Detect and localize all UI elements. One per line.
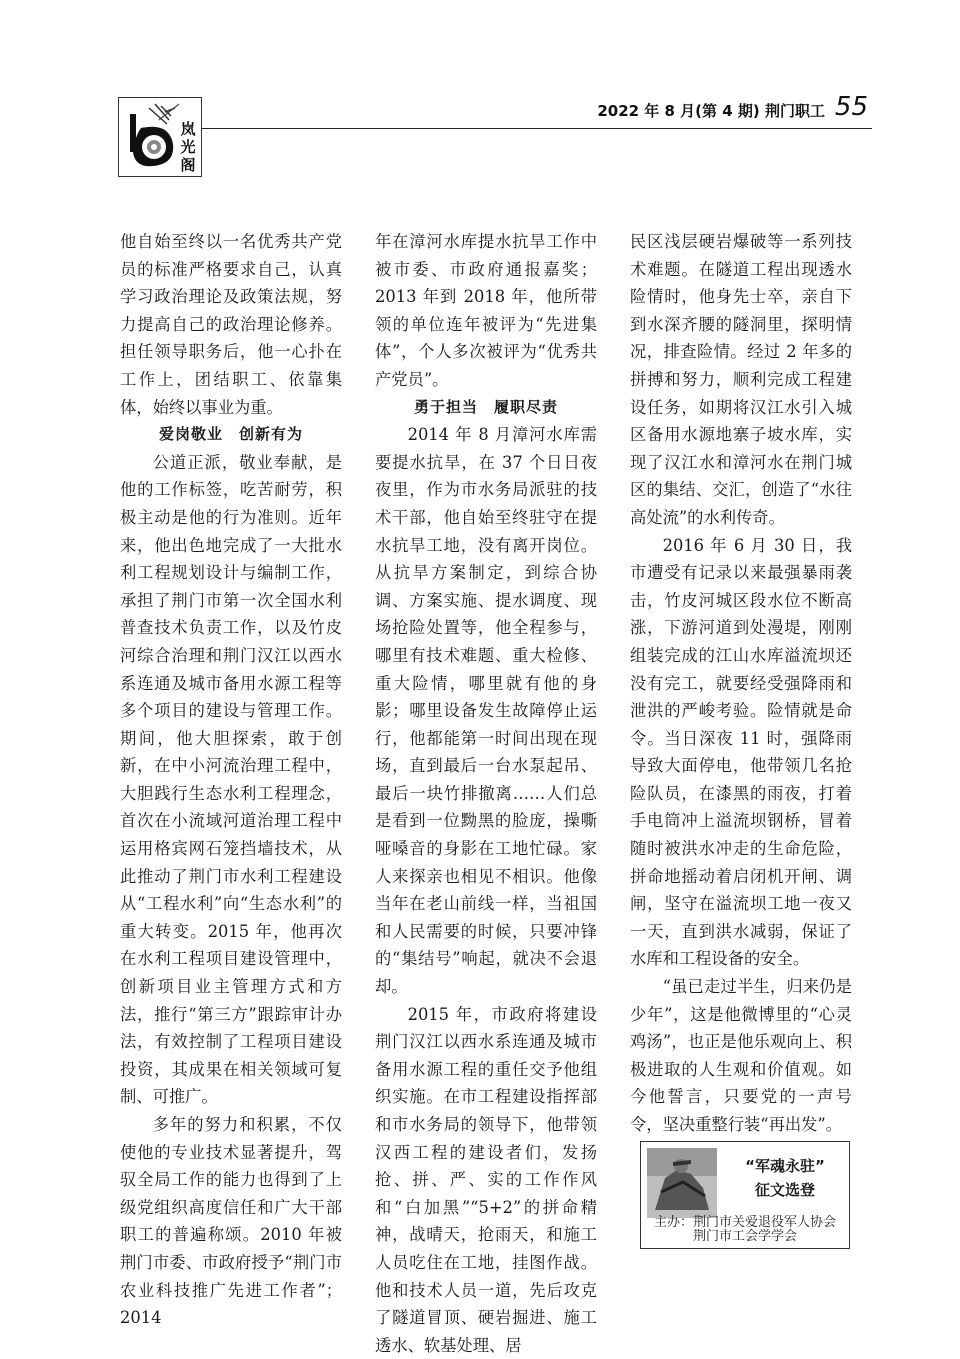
text-column-2	[375, 228, 597, 1359]
text-column-1	[120, 228, 342, 1332]
section-heading: 爱岗敬业 创新有为	[158, 425, 303, 444]
section-label: 岚光阁	[180, 120, 196, 174]
soldier-photo-icon	[647, 1148, 717, 1218]
header-rule	[202, 128, 872, 129]
contest-subtitle-line: 征文选登	[754, 1181, 815, 1199]
essay-contest-box	[640, 1141, 850, 1249]
paragraph: “虽已走过半生，归来仍是少年”，这是他微博里的“心灵鸡汤”，也正是他乐观向上、积极进取的人生观和价值观。如今他誓言，只要党的一声号令，坚决重整行装“再出发”。	[630, 977, 852, 1134]
paragraph: 2014 年 8 月漳河水库需要提水抗旱，在 37 个日日夜夜里，作为市水务局派驻的技术干部，他自始至终驻守在提水抗旱工地，没有离开岗位。从抗旱方案制定，到综合协调、方案实施、提水调度、现场抢险处置等，他全程参与，哪里有技术难题、重大检修、重大险情，哪里就有他的身影；哪里设备发生故障停止运行，他都能第一时间出现在现场，直到最后一台水泵起吊、最后一块竹排撤离……人们总是看到一位黝黑的脸庞，操嘶哑嗓音的身影在工地忙碌。家人来探亲也相见不相识。他像当年在老山前线一样，当祖国和人民需要的时候，只要冲锋的“集结号”响起，就决不会退却。	[375, 425, 597, 997]
contest-title-line: “军魂永驻”	[745, 1157, 825, 1175]
paragraph: 他自始至终以一名优秀共产党员的标准严格要求自己，认真学习政治理论及政策法规，努力提高自己的政治理论修养。担任领导职务后，他一心扑在工作上，团结职工、依靠集体，始终以事业为重。	[120, 232, 342, 417]
page-number: 55	[834, 92, 868, 122]
text-column-3	[630, 228, 852, 1139]
paragraph: 年在漳河水库提水抗旱工作中被市委、市政府通报嘉奖；2013 年到 2018 年，他所带领的单位连年被评为“先进集体”，个人多次被评为“优秀共产党员”。	[375, 232, 597, 389]
contest-sponsor	[641, 1216, 849, 1244]
section-logo	[118, 97, 202, 177]
sponsor-line: 荆门市工会学学会	[692, 1229, 797, 1244]
paragraph: 民区浅层硬岩爆破等一系列技术难题。在隧道工程出现透水险情时，他身先士卒，亲自下到水深齐腰的隧洞里，探明情况，排查险情。经过 2 年多的拼搏和努力，顺利完成工程建设任务，如期将汉江水引入城区备用水源地寨子坡水库，实现了汉江水和漳河水在荆门城区的集结、交汇，创造了“水往高处流”的水利传奇。	[630, 232, 852, 527]
paragraph: 多年的努力和积累，不仅使他的专业技术显著提升，驾驭全局工作的能力也得到了上级党组织高度信任和广大干部职工的普遍称颂。2010 年被荆门市委、市政府授予“荆门市农业科技推广先进工作者”；2014	[120, 1115, 342, 1328]
contest-title	[725, 1154, 845, 1202]
section-heading: 勇于担当 履职尽责	[413, 397, 558, 416]
issue-info: 2022 年 8 月(第 4 期) 荆门职工	[597, 102, 825, 120]
sponsor-line: 主办：荆门市关爱退役军人协会	[653, 1215, 836, 1230]
paragraph: 2015 年，市政府将建设荆门汉江以西水系连通及城市备用水源工程的重任交予他组织实施。在市工程建设指挥部和市水务局的领导下，他带领汉西工程的建设者们，发扬抢、拼、严、实的工作作风和“白加黑”“5+2”的拼命精神，战晴天，抢雨天，和施工人员吃住在工地，挂图作战。他和技术人员一道，先后攻克了隧道冒顶、硬岩掘进、施工透水、软基处理、居	[375, 1004, 597, 1355]
paragraph: 2016 年 6 月 30 日，我市遭受有记录以来最强暴雨袭击，竹皮河城区段水位不断高涨，下游河道到处漫堤，刚刚组装完成的江山水库溢流坝还没有完工，就要经受强降雨和泄洪的严峻考验。险情就是命令。当日深夜 11 时，强降雨导致大面停电，他带领几名抢险队员，在漆黑的雨夜，打着手电筒冲上溢流坝钢桥，冒着随时被洪水冲走的生命危险，拼命地摇动着启闭机开闸、调闸，坚守在溢流坝工地一夜又一天，直到洪水减弱，保证了水库和工程设备的安全。	[630, 535, 852, 969]
paragraph: 公道正派，敬业奉献，是他的工作标签，吃苦耐劳，积极主动是他的行为准则。近年来，他出色地完成了一大批水利工程规划设计与编制工作，承担了荆门市第一次全国水利普查技术负责工作，以及竹皮河综合治理和荆门汉江以西水系连通及城市备用水源工程等多个项目的建设与管理工作。期间，他大胆探索，敢于创新，在中小河流治理工程中，大胆践行生态水利工程理念，首次在小流域河道治理工程中运用格宾网石笼挡墙技术，从此推动了荆门市水利工程建设从“工程水利”向“生态水利”的重大转变。2015 年，他再次在水利工程项目建设管理中，创新项目业主管理方式和方法，推行“第三方”跟踪审计办法，有效控制了工程项目建设投资，其成果在相关领域可复制、可推广。	[120, 452, 342, 1107]
section-logo-emblem-icon	[121, 100, 183, 176]
